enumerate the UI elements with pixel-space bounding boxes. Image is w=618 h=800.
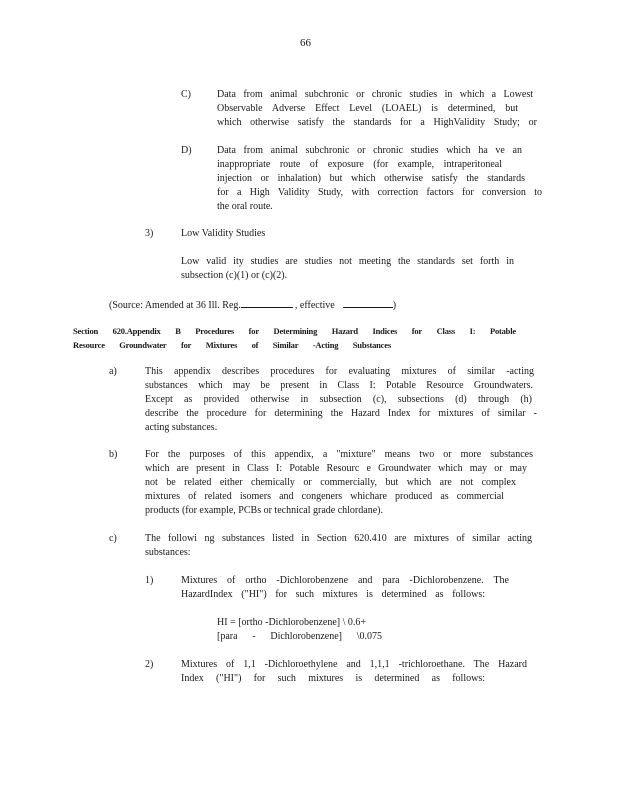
subitem-2-line: Mixtures of 1,1 -Dichloroethylene and 1,1,1 -trichloroethane. The Hazard	[181, 659, 527, 670]
item-d-line: Data from animal subchronic or chronic studies which ha ve an	[217, 145, 522, 156]
section-heading	[73, 324, 516, 338]
item-d-line: the oral route.	[217, 201, 273, 212]
page-number: 66	[300, 37, 311, 49]
item-c-line: which otherwise satisfy the standards for a HighValidity Study; or	[217, 117, 537, 128]
paragraph-a-label: a)	[109, 366, 117, 377]
item-3-title: Low Validity Studies	[181, 228, 266, 239]
paragraph-b-line: not be related either chemically or commercially, but which are not complex	[145, 477, 516, 488]
paragraph-a-line: describe the procedure for determining the Hazard Index for mixtures of similar -	[145, 408, 537, 419]
paragraph-a-line: Except as provided otherwise in subsection (c), subsections (d) through (h)	[145, 394, 532, 405]
paragraph-a-line: acting substances.	[145, 422, 218, 433]
item-3-label: 3)	[145, 228, 154, 239]
source-note	[109, 297, 396, 313]
item-d-line: inappropriate route of exposure (for example, intraperitoneal	[217, 159, 502, 170]
subitem-2-line: Index ("HI") for such mixtures is determined as follows:	[181, 673, 485, 684]
item-c-line: Data from animal subchronic or chronic studies in which a Lowest	[217, 89, 533, 100]
item-d-line: injection or inhalation) but which otherwise satisfy the standards	[217, 173, 525, 184]
subitem-1-line: HazardIndex ("HI") for such mixtures is determined as follows:	[181, 589, 485, 600]
effective-date-blank	[343, 297, 393, 308]
item-c-line: Observable Adverse Effect Level (LOAEL) is determined, but	[217, 103, 518, 114]
item-d-line: for a High Validity Study, with correction factors for conversion to	[217, 187, 542, 198]
source-suffix: )	[392, 300, 397, 311]
section-heading-line-1: Section 620.Appendix B Procedures for Determining Hazard Indices for Class I: Potable	[73, 326, 516, 336]
paragraph-a-line: substances which may be present in Class I: Potable Resource Groundwaters.	[145, 380, 533, 391]
paragraph-a-line: This appendix describes procedures for evaluating mixtures of similar -acting	[145, 366, 534, 377]
paragraph-b-line: products (for example, PCBs or technical grade chlordane).	[145, 505, 383, 516]
source-prefix: (Source: Amended at 36 Ill. Reg.	[109, 300, 241, 311]
subitem-1-label: 1)	[145, 575, 154, 586]
register-blank	[241, 297, 293, 308]
source-middle: , effective	[294, 300, 335, 311]
paragraph-c-label: c)	[109, 533, 117, 544]
item-3-line: subsection (c)(1) or (c)(2).	[181, 270, 288, 281]
paragraph-b-label: b)	[109, 449, 118, 460]
section-heading-line-2: Resource Groundwater for Mixtures of Similar -Acting Substances	[73, 340, 391, 350]
subitem-1-line: Mixtures of ortho -Dichlorobenzene and para -Dichlorobenzene. The	[181, 575, 509, 586]
paragraph-b-line: which are present in Class I: Potable Resourc e Groundwater which may or may	[145, 463, 527, 474]
formula-line: [para - Dichlorobenzene] \0.075	[217, 631, 382, 642]
item-c-label: C)	[181, 89, 191, 100]
paragraph-c-line: substances:	[145, 547, 191, 558]
paragraph-c-line: The followi ng substances listed in Section 620.410 are mixtures of similar acting	[145, 533, 532, 544]
formula-line: HI = [ortho -Dichlorobenzene] \ 0.6+	[217, 617, 367, 628]
subitem-2-label: 2)	[145, 659, 154, 670]
paragraph-b-line: For the purposes of this appendix, a "mixture" means two or more substances	[145, 449, 533, 460]
item-d-label: D)	[181, 145, 192, 156]
paragraph-b-line: mixtures of related isomers and congeners whichare produced as commercial	[145, 491, 504, 502]
item-3-line: Low valid ity studies are studies not meeting the standards set forth in	[181, 256, 514, 267]
